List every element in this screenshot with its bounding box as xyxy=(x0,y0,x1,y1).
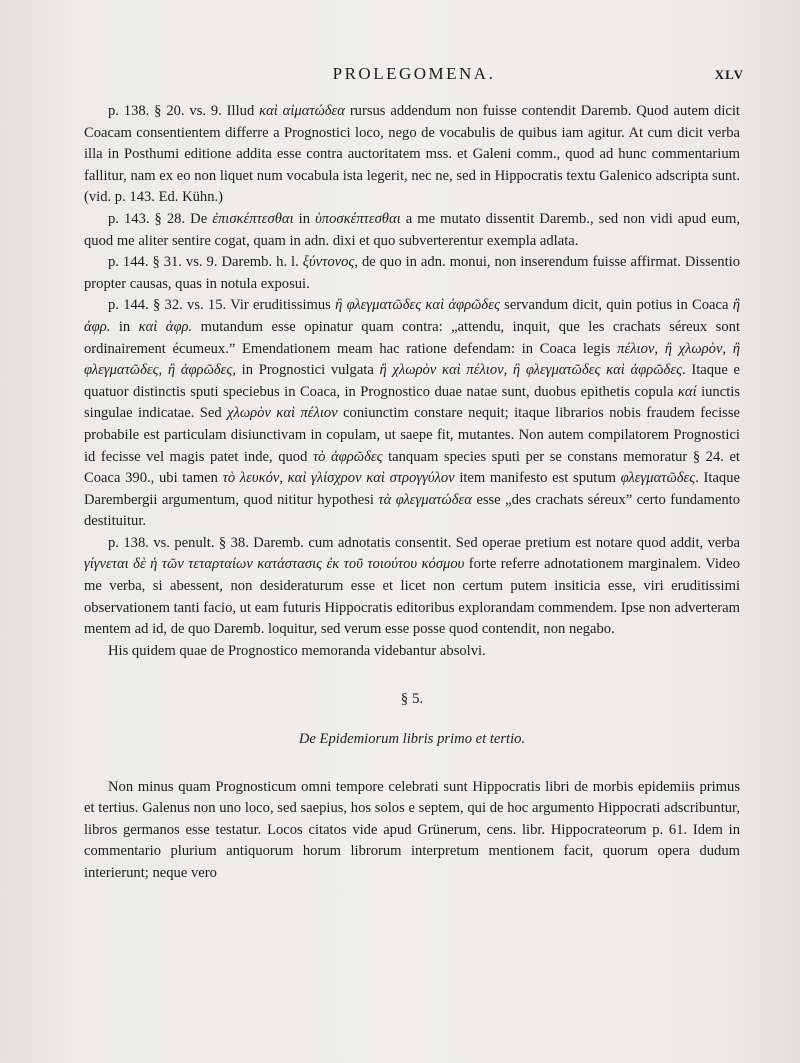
greek-text: τὸ λευκόν xyxy=(222,470,280,487)
text-run: iunctis singulae indicatae. Sed xyxy=(84,383,740,422)
text-run: , de quo in adn. monui, non inserendum fuisse affirmat. Dissentio propter causas, quas in notula exposui. xyxy=(84,254,741,292)
paragraph xyxy=(84,101,740,209)
greek-text: φλεγματῶδες xyxy=(620,470,696,487)
page-header xyxy=(84,64,744,88)
page-number: XLV xyxy=(714,67,744,82)
section-number: § 5. xyxy=(400,691,424,708)
paragraph xyxy=(84,295,740,533)
text-run: a me mutato dissentit Daremb., sed non vidi apud eum, quod me aliter sentire cogat, quam in adn. dixi et quo subverterentur exempla adlata. xyxy=(84,210,740,249)
text-run: forte referre adnotationem marginalem. Video me verba, si abessent, non desideraturum esse et licet non certum putem insiticia esse, viri eruditissimi observationem tanti facio, ut eam futuris Hippocratis editoribus explorandam commendem. Ipse non adverteram mentem ad id, de quo Daremb. loquitur, sed verum esse posse quod contendit, non negabo. xyxy=(84,556,740,638)
greek-text: τὰ φλεγματώδεα xyxy=(378,491,472,508)
text-run: p. 138. § 20. vs. 9. Illud xyxy=(108,103,260,119)
text-run: , in Prognostici vulgata xyxy=(232,362,380,379)
paragraph: Non minus quam Prognosticum omni tempore celebrati sunt Hippocratis libri de morbis epidemiis primus et tertius. Galenus non uno loco, sed saepius, hos solos e septem, qui de hoc argumento Hippocrati adscribuntur, libros germanos esse testatur. Locos citatos vide apud Grünerum, cens. libr. Hippocrateorum p. 61. Idem in commentario plurium antiquorum horum librorum interpretum mentionem facit, quorum opera dudum interierunt; neque vero xyxy=(84,778,740,881)
page-body xyxy=(84,101,740,885)
paragraph xyxy=(84,252,740,295)
text-run: coniunctim constare nequit; itaque librarios nobis fraudem fecisse probabile est particulam disiunctivam in copulam, ut saepe fit, mutantes. Non autem compilatorem Prognostici id fecisse vel magis patet inde, quod xyxy=(84,405,740,465)
text-run: . Itaque Darembergii argumentum, quod nititur hypothesi xyxy=(84,470,740,508)
running-title: PROLEGOMENA. xyxy=(332,64,496,83)
greek-text: ξύντονος xyxy=(302,254,355,271)
text-run: , xyxy=(279,470,288,487)
text-run: p. 143. § 28. De xyxy=(108,210,213,227)
paragraph xyxy=(84,209,740,252)
greek-text: καί xyxy=(677,383,697,400)
text-run: mutandum esse opinatur quam contra: „attendu, inquit, que les crachats séreux sont ordinairement écumeux.” Emendationem meam hac ratione defendam: in Coaca legis xyxy=(84,318,740,357)
text-run: in xyxy=(293,210,316,227)
greek-text: χλωρὸν καὶ πέλιον xyxy=(227,405,338,422)
text-run: esse „des crachats séreux” certo fundamento destituitur. xyxy=(84,491,740,530)
paragraph xyxy=(84,533,740,641)
text-run: item manifesto est sputum xyxy=(454,470,621,487)
text-run: rursus addendum non fuisse contendit Daremb. Quod autem dicit Coacam consentientem differre a Prognostici loco, nego de vocabulis de quibus iam agitur. At cum dicit verba illa in Posthumi editione addita esse contra auctoritatem mss. et Galeni comm., quod ad hunc commentarium fallitur, nam ex eo non liquet num vocabula ista legerit, nec ne, sed in Hippocratis textu Galenico adscripta sunt. (vid. p. 143. Ed. Kühn.) xyxy=(84,103,740,206)
text-run: tanquam species sputi per se constans memoratur § 24. et Coaca 390., ubi tamen xyxy=(84,448,740,487)
greek-text: ἢ ἀφρ. xyxy=(84,297,740,335)
text-run: p. 144. § 32. vs. 15. Vir eruditissimus xyxy=(108,297,336,314)
paragraph xyxy=(84,641,740,663)
greek-text: ἢ χλωρὸν καὶ πέλιον, ἢ φλεγματῶδες καὶ ἀφρῶδες xyxy=(379,362,683,379)
text-run: servandum dicit, quin potius in Coaca xyxy=(499,297,733,314)
greek-text: καὶ αἱματώδεα xyxy=(259,103,345,119)
greek-text: καὶ ἀφρ. xyxy=(138,318,193,335)
text-run: His quidem quae de Prognostico memoranda videbantur absolvi. xyxy=(108,642,486,659)
greek-text: ἐπισκέπτεσθαι xyxy=(212,210,294,227)
text-run: . Itaque e quatuor distinctis sputi speciebus in Coaca, in Prognostico duae natae sunt, duobus epithetis copula xyxy=(84,362,740,400)
greek-text: καὶ γλίσχρον καὶ στρογγύλον xyxy=(287,470,455,487)
text-run: p. 144. § 31. vs. 9. Daremb. h. l. xyxy=(108,254,303,271)
section-title: De Epidemiorum libris primo et tertio. xyxy=(298,731,526,748)
greek-text: πέλιον, ἢ χλωρὸν, ἢ φλεγματῶδες, ἢ ἀφρῶδες xyxy=(84,340,740,379)
text-run: p. 138. vs. penult. § 38. Daremb. cum adnotatis consentit. Sed operae pretium est notare quod addit, verba xyxy=(108,534,740,551)
greek-text: ἢ φλεγματῶδες καὶ ἀφρῶδες xyxy=(335,297,500,314)
greek-text: ὑποσκέπτεσθαι xyxy=(315,210,401,227)
greek-text: γίγνεται δὲ ἡ τῶν τεταρταίων κατάστασις ἐκ τοῦ τοιούτου κόσμου xyxy=(84,556,465,573)
greek-text: τὸ ἀφρῶδες xyxy=(312,448,383,465)
text-run: in xyxy=(110,318,139,335)
